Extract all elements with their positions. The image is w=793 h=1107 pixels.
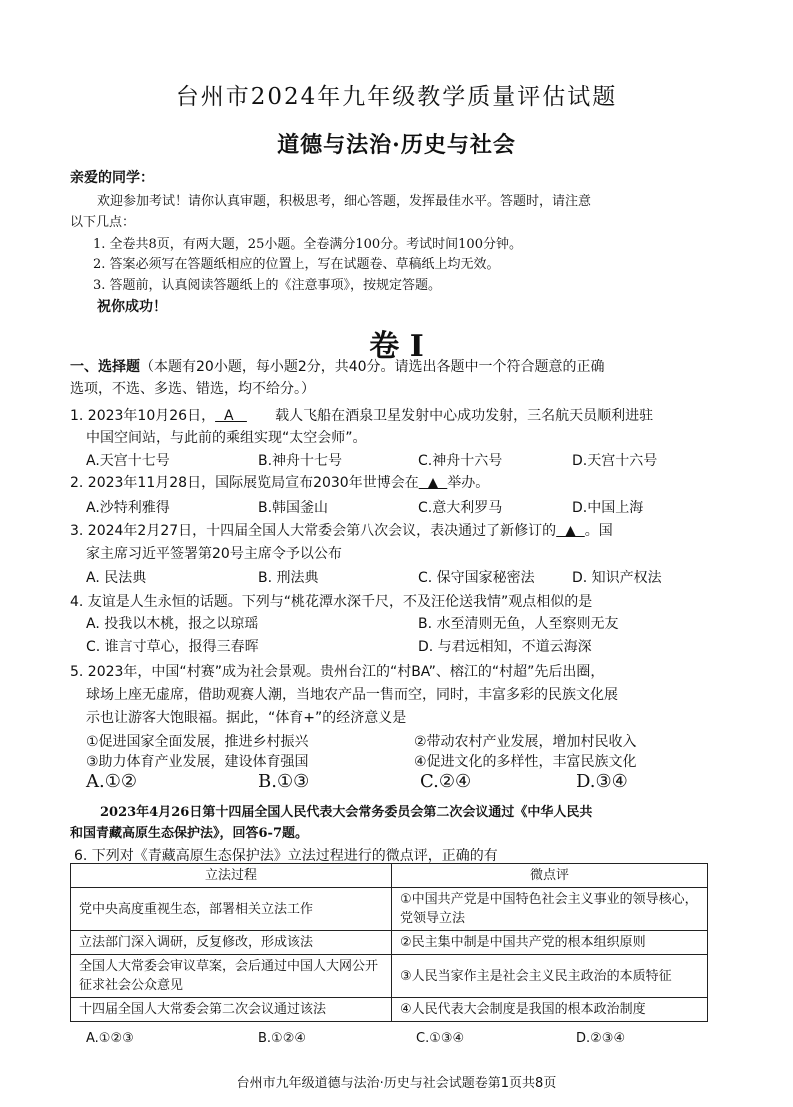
section-heading: [70, 356, 605, 376]
q3-stem: [70, 520, 613, 540]
q2-answer-blank: ▲: [418, 475, 448, 491]
closing: 祝你成功！: [97, 299, 167, 315]
q1-option-a[interactable]: A.天宫十七号: [86, 453, 170, 469]
q3-answer-blank: ▲: [556, 523, 585, 539]
q6-review-table: [70, 863, 708, 1022]
q5-stem-line-3: 示也让游客大饱眼福。据此，“体育+”的经济意义是: [86, 710, 407, 726]
q5-statement-2: ②带动农村产业发展，增加村民收入: [414, 734, 637, 750]
q5-stem-line-1: 5. 2023年，中国“村赛”成为社会景观。贵州台江的“村BA”、榕江的“村超”先后出圈，: [70, 664, 605, 680]
q2-stem-post: 举办。: [447, 475, 490, 491]
table-header-row: [71, 864, 708, 888]
section-heading-text: （本题有20小题，每小题2分，共40分。请选出各题中一个符合题意的正确: [140, 359, 605, 375]
q6-stem: 6. 下列对《青藏高原生态保护法》立法过程进行的微点评，正确的有: [74, 848, 498, 864]
table-cell-process: 全国人大常委会审议草案，会后通过中国人大网公开征求社会公众意见: [71, 955, 392, 998]
q1-stem: [70, 405, 653, 425]
table-cell-comment: ④人民代表大会制度是我国的根本政治制度: [392, 998, 708, 1022]
q2-stem: [70, 472, 489, 492]
table-cell-process: 十四届全国人大常委会第二次会议通过该法: [71, 998, 392, 1022]
q1-answer-blank: A: [215, 408, 247, 424]
intro-item-2: 2. 答案必须写在答题纸相应的位置上，写在试题卷、草稿纸上均无效。: [93, 257, 500, 272]
intro-item-1: 1. 全卷共8页，有两大题，25小题。全卷满分100分。考试时间100分钟。: [93, 237, 522, 252]
q5-option-a[interactable]: A.①②: [86, 771, 137, 792]
q1-option-b[interactable]: B.神舟十七号: [258, 453, 343, 469]
q5-statement-1: ①促进国家全面发展，推进乡村振兴: [86, 734, 309, 750]
q3-stem-line-2: 家主席习近平签署第20号主席令予以公布: [86, 546, 342, 562]
q6-option-b[interactable]: B.①②④: [258, 1031, 307, 1046]
q4-option-d[interactable]: D. 与君远相知，不道云海深: [418, 639, 592, 655]
q1-option-d[interactable]: D.天宫十六号: [572, 453, 658, 469]
table-cell-comment: ②民主集中制是中国共产党的根本组织原则: [392, 931, 708, 955]
table-cell-comment: ③人民当家作主是社会主义民主政治的本质特征: [392, 955, 708, 998]
table-cell-comment: ①中国共产党是中国特色社会主义事业的领导核心，党领导立法: [392, 888, 708, 931]
table-row: [71, 955, 708, 998]
q3-stem-post: 。国: [584, 523, 613, 539]
table-row: [71, 931, 708, 955]
q4-option-b[interactable]: B. 水至清则无鱼，人至察则无友: [418, 616, 619, 632]
intro-item-3: 3. 答题前，认真阅读答题纸上的《注意事项》，按规定答题。: [93, 278, 442, 293]
q2-option-b[interactable]: B.韩国釜山: [258, 500, 329, 516]
table-row: [71, 998, 708, 1022]
page-footer: 台州市九年级道德与法治·历史与社会试题卷第1页共8页: [236, 1076, 557, 1091]
q2-stem-pre: 2. 2023年11月28日，国际展览局宣布2030年世博会在: [70, 475, 419, 491]
q6-option-d[interactable]: D.②③④: [576, 1031, 626, 1046]
section-juan-title: 卷 I: [369, 329, 424, 364]
q2-option-a[interactable]: A.沙特利雅得: [86, 500, 170, 516]
q3-option-c[interactable]: C. 保守国家秘密法: [418, 570, 535, 586]
q5-statement-4: ④促进文化的多样性，丰富民族文化: [414, 754, 637, 770]
q6-option-a[interactable]: A.①②③: [86, 1031, 134, 1046]
q4-stem: 4. 友谊是人生永恒的话题。下列与“桃花潭水深千尺，不及汪伦送我情”观点相似的是: [70, 594, 593, 610]
q1-stem-post: 载人飞船在酒泉卫星发射中心成功发射，三名航天员顺利进驻: [275, 408, 654, 424]
q3-option-d[interactable]: D. 知识产权法: [572, 570, 662, 586]
section-heading-label: 一、选择题: [70, 359, 140, 375]
q4-option-a[interactable]: A. 投我以木桃，报之以琼瑶: [86, 616, 259, 632]
q5-option-c[interactable]: C.②④: [420, 771, 472, 792]
exam-title: 台州市2024年九年级教学质量评估试题: [175, 84, 618, 110]
table-row: [71, 888, 708, 931]
q1-stem-line-2: 中国空间站，与此前的乘组实现“太空会师”。: [86, 430, 367, 446]
q1-option-c[interactable]: C.神舟十六号: [418, 453, 503, 469]
table-header-process: 立法过程: [71, 864, 392, 888]
intro-line-1: 欢迎参加考试！请你认真审题，积极思考，细心答题，发挥最佳水平。答题时，请注意: [97, 194, 592, 209]
q2-option-d[interactable]: D.中国上海: [572, 500, 644, 516]
greeting: 亲爱的同学：: [70, 170, 154, 186]
intro-line-2: 以下几点：: [70, 215, 136, 230]
material-line-2: 和国青藏高原生态保护法》，回答6-7题。: [70, 826, 308, 841]
table-cell-process: 党中央高度重视生态，部署相关立法工作: [71, 888, 392, 931]
q5-stem-line-2: 球场上座无虚席，借助观赛人潮，当地农产品一售而空，同时，丰富多彩的民族文化展: [86, 687, 618, 703]
q2-option-c[interactable]: C.意大利罗马: [418, 500, 503, 516]
q6-option-c[interactable]: C.①③④: [416, 1031, 465, 1046]
material-line-1: 2023年4月26日第十四届全国人民代表大会常务委员会第二次会议通过《中华人民共: [100, 805, 593, 820]
q3-stem-pre: 3. 2024年2月27日，十四届全国人大常委会第八次会议，表决通过了新修订的: [70, 523, 557, 539]
q1-stem-pre: 1. 2023年10月26日，: [70, 408, 216, 424]
q5-statement-3: ③助力体育产业发展，建设体育强国: [86, 754, 309, 770]
q3-option-b[interactable]: B. 刑法典: [258, 570, 319, 586]
table-cell-process: 立法部门深入调研，反复修改，形成该法: [71, 931, 392, 955]
table-header-comment: 微点评: [392, 864, 708, 888]
section-heading-line-2: 选项，不选、多选、错选，均不给分。）: [70, 381, 315, 397]
q3-option-a[interactable]: A. 民法典: [86, 570, 147, 586]
exam-subtitle: 道德与法治·历史与社会: [277, 132, 516, 158]
q5-option-b[interactable]: B.①③: [258, 771, 310, 792]
q4-option-c[interactable]: C. 谁言寸草心，报得三春晖: [86, 639, 259, 655]
q5-option-d[interactable]: D.③④: [576, 771, 628, 792]
